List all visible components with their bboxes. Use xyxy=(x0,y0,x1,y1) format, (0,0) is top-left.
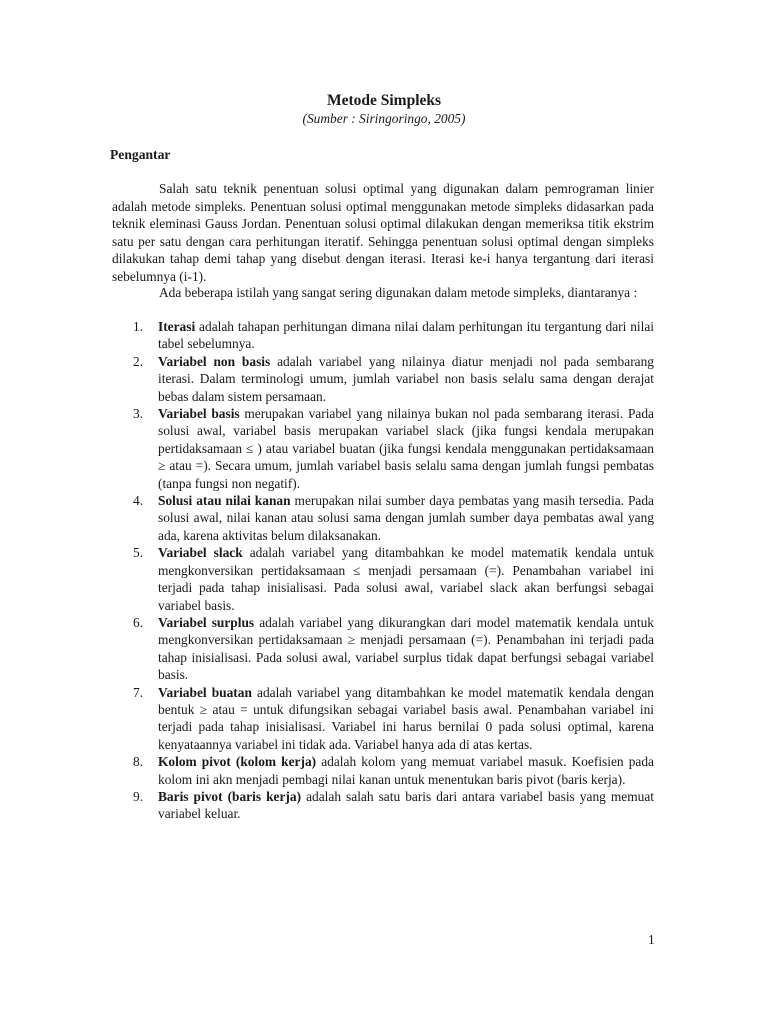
intro-paragraph: Salah satu teknik penentuan solusi optimal yang digunakan dalam pemrograman linier adalah metode simpleks. Penentuan solusi optimal menggunakan metode simpleks didasarkan pada teknik eleminasi Gauss Jordan. Penentuan solusi optimal dilakukan dengan memeriksa titik ekstrim satu per satu dengan cara perhitungan iteratif. Sehingga penentuan solusi optimal dengan simpleks dilakukan tahap demi tahap yang disebut dengan iterasi. Iterasi ke-i hanya tergantung dari iterasi sebelumnya (i-1). xyxy=(112,181,654,284)
term-definition: adalah salah satu baris dari antara variabel basis yang memuat variabel keluar. xyxy=(158,788,654,822)
section-heading: Pengantar xyxy=(110,147,171,162)
term-definition: adalah variabel yang ditambahkan ke model matematik kendala dengan bentuk ≥ atau = untuk difungsikan sebagai variabel basis awal. Penambahan variabel ini terjadi pada tahap inisialisasi. Variabel ini harus bernilai 0 pada solusi optimal, karena kenyataannya variabel ini tidak ada. Variabel hanya ada di atas kertas. xyxy=(158,684,654,752)
list-item xyxy=(112,544,654,614)
list-item xyxy=(112,353,654,405)
term-definition: merupakan variabel yang nilainya bukan nol pada sembarang iterasi. Pada solusi awal, variabel basis merupakan variabel slack (jika fungsi kendala merupakan pertidaksamaan ≤ ) atau variabel buatan (jika fungsi kendala menggunakan pertidaksamaan ≥ atau =). Secara umum, jumlah variabel basis selalu sama dengan jumlah fungsi pembatas (tanpa fungsi non negatif). xyxy=(158,406,654,491)
list-item xyxy=(112,788,654,823)
list-item xyxy=(112,318,654,353)
list-item-number: 9. xyxy=(133,788,144,804)
list-item-number: 6. xyxy=(133,614,144,630)
list-item-number: 2. xyxy=(133,353,144,369)
list-item-number: 1. xyxy=(133,319,144,334)
term-name: Variabel basis xyxy=(158,406,240,422)
term-name: Baris pivot (baris kerja) xyxy=(158,788,302,804)
term-name: Variabel slack xyxy=(158,545,243,561)
list-lead-paragraph: Ada beberapa istilah yang sangat sering digunakan dalam metode simpleks, diantaranya : xyxy=(159,285,638,300)
list-item xyxy=(112,492,654,544)
list-item xyxy=(112,405,654,492)
term-name: Variabel buatan xyxy=(158,684,252,700)
document-source: (Sumber : Siringoringo, 2005) xyxy=(302,111,466,126)
term-definition: adalah tahapan perhitungan dimana nilai dalam perhitungan itu tergantung dari nilai tabel sebelumnya. xyxy=(158,319,654,352)
term-definition: adalah variabel yang ditambahkan ke model matematik kendala untuk mengkonversikan pertidaksamaan ≤ menjadi persamaan (=). Penambahan variabel ini terjadi pada tahap inisialisasi. Pada solusi awal, variabel slack akan berfungsi sebagai variabel basis. xyxy=(158,545,654,613)
list-item-number: 5. xyxy=(133,545,144,561)
term-definition: adalah variabel yang dikurangkan dari model matematik kendala untuk mengkonversikan pertidaksamaan ≥ menjadi persamaan (=). Penambahan ini terjadi pada tahap inisialisasi. Pada solusi awal, variabel surplus tidak dapat berfungsi sebagai variabel basis. xyxy=(158,614,654,683)
list-item xyxy=(112,753,654,788)
term-name: Kolom pivot (kolom kerja) xyxy=(158,754,317,770)
list-item-number: 7. xyxy=(133,684,144,700)
list-item-number: 4. xyxy=(133,493,144,509)
term-name: Variabel surplus xyxy=(158,614,255,630)
term-name: Variabel non basis xyxy=(158,353,271,369)
terms-list xyxy=(112,318,654,823)
list-item xyxy=(112,684,654,754)
term-definition: adalah variabel yang nilainya diatur menjadi nol pada sembarang iterasi. Dalam terminologi umum, jumlah variabel non basis selalu sama dengan derajat bebas dalam sistem persamaan. xyxy=(158,353,654,404)
term-definition: merupakan nilai sumber daya pembatas yang masih tersedia. Pada solusi awal, nilai kanan atau solusi sama dengan jumlah sumber daya pembatas awal yang ada, karena aktivitas belum dilaksanakan. xyxy=(158,493,654,543)
list-item-number: 8. xyxy=(133,754,144,770)
term-name: Iterasi xyxy=(158,319,196,334)
list-item xyxy=(112,614,654,684)
list-item-number: 3. xyxy=(133,406,144,422)
page-number: 1 xyxy=(648,932,655,947)
term-definition: adalah kolom yang memuat variabel masuk. Koefisien pada kolom ini akn menjadi pembagi nilai kanan untuk menentukan baris pivot (baris kerja). xyxy=(158,754,654,787)
document-title: Metode Simpleks xyxy=(326,92,442,109)
term-name: Solusi atau nilai kanan xyxy=(158,493,291,509)
